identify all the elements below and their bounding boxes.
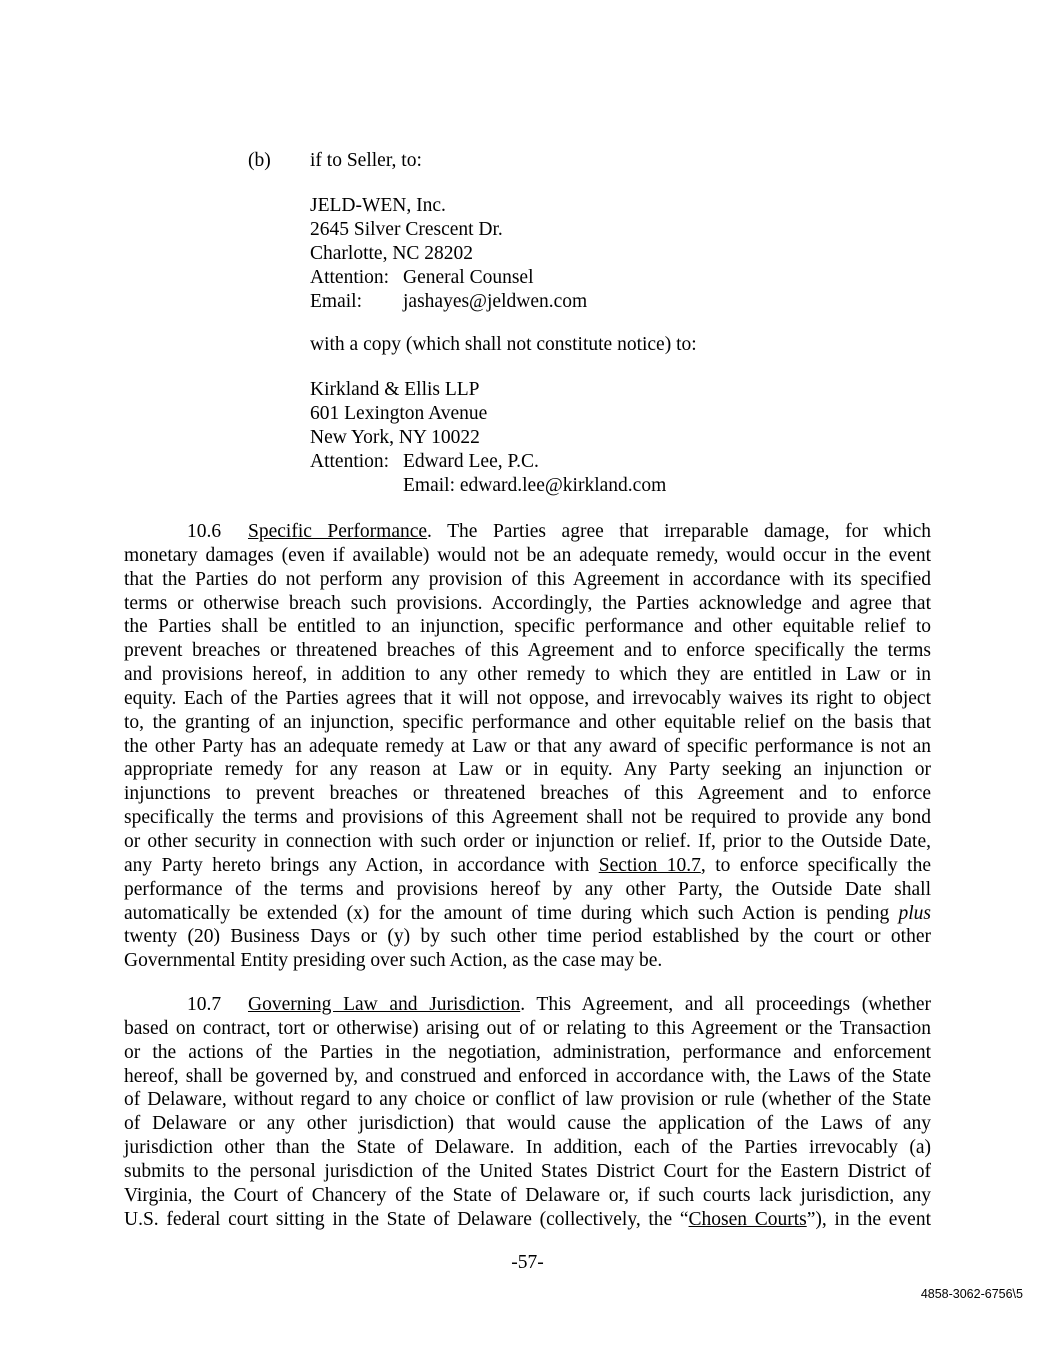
counsel-address-block [310,378,666,498]
section-10-7-line: of Delaware or any other jurisdiction) that would cause the application of the Laws of any [124,1113,931,1135]
section-10-6-line: appropriate remedy for any reason at Law or in equity. Any Party seeking an injunction or [124,759,931,781]
section-10-6-line: or other security in connection with such order or injunction or relief. If, prior to the Outside Date, [124,830,931,852]
section-10-7-line: based on contract, tort or otherwise) arising out of or relating to this Agreement or the Transaction [124,1017,931,1039]
section-10-6-line: automatically be extended (x) for the amount of time during which such Action is pending plus [124,902,931,924]
counsel-street: 601 Lexington Avenue [310,403,488,424]
section-10-6-line: performance of the terms and provisions hereof by any other Party, the Outside Date shall [124,878,931,900]
plus-italic: plus [898,902,931,924]
section-10-6-line: monetary damages (even if available) would not be an adequate remedy, would occur in the event [124,544,931,566]
section-10-6-number: 10.6 [187,521,222,542]
section-10-7-line: of Delaware, without regard to any choice or conflict of law provision or rule (whether of the State [124,1089,931,1111]
counsel-email-line: Email: edward.lee@kirkland.com [403,475,667,496]
section-10-6-line: any Party hereto brings any Action, in accordance with Section 10.7, to enforce specifically the [124,854,931,876]
section-10-7-heading: Governing Law and Jurisdiction [248,994,521,1015]
section-10-6-line: 10.6 Specific Performance. The Parties agree that irreparable damage, for which [187,521,931,542]
section-10-6-line: the other Party has an adequate remedy at Law or that any award of specific performance is not an [124,735,931,757]
counsel-attention [310,450,666,474]
section-10-6 [124,520,931,973]
section-10-6-line: Governmental Entity presiding over such Action, as the case may be. [124,950,663,972]
section-10-6-line: twenty (20) Business Days or (y) by such other time period established by the court or other [124,926,931,948]
seller-email-label: Email: [310,291,362,312]
section-10-6-line: equity. Each of the Parties agrees that it will not oppose, and irrevocably waives its right to object [124,687,931,709]
counsel-email [310,474,666,498]
seller-attention [310,266,587,290]
seller-name: JELD-WEN, Inc. [310,195,446,216]
seller-attention-label: Attention: [310,267,390,288]
chosen-courts-term: Chosen Courts [688,1208,807,1230]
seller-email [310,290,587,314]
notice-b-text: if to Seller, to: [310,150,422,171]
section-10-7-line: hereof, shall be governed by, and construed and enforced in accordance with, the Laws of the State [124,1065,931,1087]
section-10-7-line: jurisdiction other than the State of Delaware. In addition, each of the Parties irrevocably (a) [124,1137,931,1159]
seller-city: Charlotte, NC 28202 [310,243,474,264]
section-10-7-line: or the actions of the Parties in the negotiation, administration, performance and enforcement [124,1041,931,1063]
copy-text: with a copy (which shall not constitute notice) to: [310,334,697,355]
section-10-7-line: 10.7 Governing Law and Jurisdiction. This Agreement, and all proceedings (whether [187,994,932,1015]
section-10-6-line: that the Parties do not perform any provision of this Agreement in accordance with its specified [124,568,931,590]
section-10-6-line: injunctions to prevent breaches or threatened breaches of this Agreement and to enforce [124,783,931,805]
seller-street: 2645 Silver Crescent Dr. [310,219,503,240]
section-10-6-line: prevent breaches or threatened breaches of this Agreement and to enforce specifically the terms [124,640,931,662]
counsel-city: New York, NY 10022 [310,427,480,448]
notice-b-label: (b) [248,150,271,171]
section-10-7-line: Virginia, the Court of Chancery of the State of Delaware or, if such courts lack jurisdiction, any [124,1184,931,1206]
counsel-attention-value: Edward Lee, P.C. [403,451,539,472]
section-10-6-line: the Parties shall be entitled to an injunction, specific performance and other equitable relief to [124,616,931,638]
section-10-6-line: terms or otherwise breach such provisions. Accordingly, the Parties acknowledge and agree that [124,592,931,614]
section-10-6-line: specifically the terms and provisions of this Agreement shall not be required to provide any bond [124,807,931,829]
section-10-7-line: submits to the personal jurisdiction of the United States District Court for the Eastern District of [124,1160,931,1182]
section-10-6-line: to, the granting of an injunction, specific performance and other equitable relief on the basis that [124,711,931,733]
section-10-6-line: and provisions hereof, in addition to any other remedy to which they are entitled in Law or in [124,664,931,686]
section-10-7-line: U.S. federal court sitting in the State of Delaware (collectively, the “Chosen Courts”), in the event [124,1208,931,1230]
section-10-7-reference: Section 10.7 [598,854,701,876]
counsel-attention-label: Attention: [310,451,390,472]
document-id: 4858-3062-6756\5 [920,1287,1023,1301]
seller-attention-value: General Counsel [403,267,534,288]
seller-address-block [310,194,587,314]
section-10-7 [124,993,931,1231]
seller-email-value: jashayes@jeldwen.com [403,291,588,312]
section-10-7-number: 10.7 [187,994,222,1015]
page-number: -57- [511,1252,544,1273]
section-10-6-heading: Specific Performance [248,521,428,542]
counsel-name: Kirkland & Ellis LLP [310,379,480,400]
